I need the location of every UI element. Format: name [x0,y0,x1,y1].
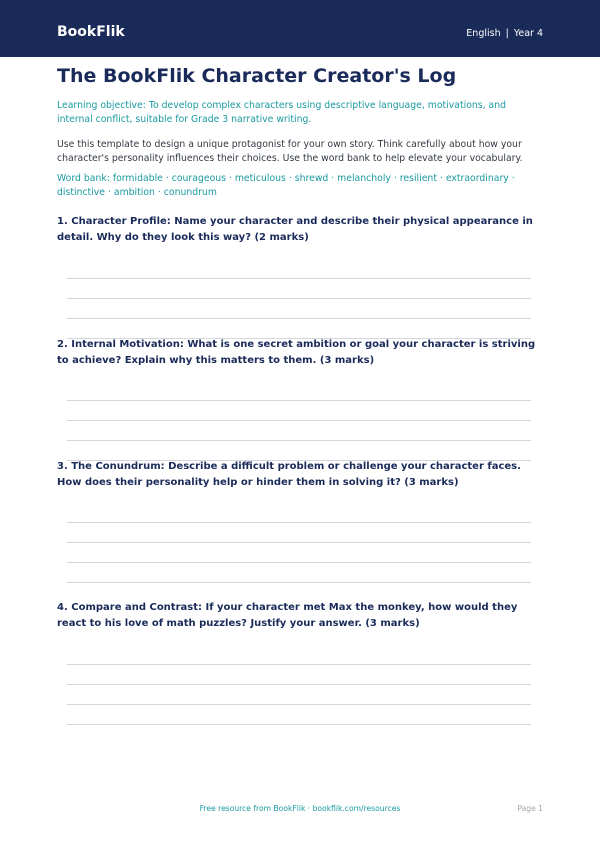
footer-source-link[interactable]: Free resource from BookFlik · bookflik.com/resources [199,804,401,813]
page-title: The BookFlik Character Creator's Log [57,65,457,87]
page-number: Page 1 [517,804,543,813]
word-bank: Word bank: formidable · courageous · meticulous · shrewd · melancholy · resilient · extraordinary · distinctive · ambition · conundrum [57,173,515,198]
answer-line[interactable] [67,420,531,421]
answer-line[interactable] [67,542,531,543]
question-1: 1. Character Profile: Name your character and describe their physical appearance in detail. Why do they look this way? (2 marks) [57,216,533,243]
answer-line[interactable] [67,664,531,665]
answer-line[interactable] [67,298,531,299]
answer-line[interactable] [67,440,531,441]
answer-line[interactable] [67,684,531,685]
subject-label: English [466,28,501,39]
page-footer [0,803,600,815]
subject-year-label [466,27,543,41]
meta-separator: | [505,28,509,39]
question-4: 4. Compare and Contrast: If your character met Max the monkey, how would they react to his love of math puzzles? Justify your answer. (3 marks) [57,602,518,629]
answer-line[interactable] [67,278,531,279]
learning-objective: Learning objective: To develop complex characters using descriptive language, motivations, and internal conflict, suitable for Grade 3 narrative writing. [57,100,507,125]
question-2: 2. Internal Motivation: What is one secret ambition or goal your character is striving to achieve? Explain why this matters to them. (3 marks) [57,339,536,366]
question-3: 3. The Conundrum: Describe a difficult problem or challenge your character faces. How does their personality help or hinder them in solving it? (3 marks) [57,461,521,488]
answer-line[interactable] [67,318,531,319]
answer-line[interactable] [67,400,531,401]
brand-logo-text: BookFlik [57,24,125,40]
answer-line[interactable] [67,704,531,705]
instructions-text: Use this template to design a unique protagonist for your own story. Think carefully about how your character's personality influences their choices. Use the word bank to help elevate your vocabulary. [57,139,523,164]
answer-line[interactable] [67,582,531,583]
answer-line[interactable] [67,724,531,725]
answer-line[interactable] [67,522,531,523]
header-bar [0,0,600,57]
answer-line[interactable] [67,562,531,563]
year-label: Year 4 [513,28,543,39]
